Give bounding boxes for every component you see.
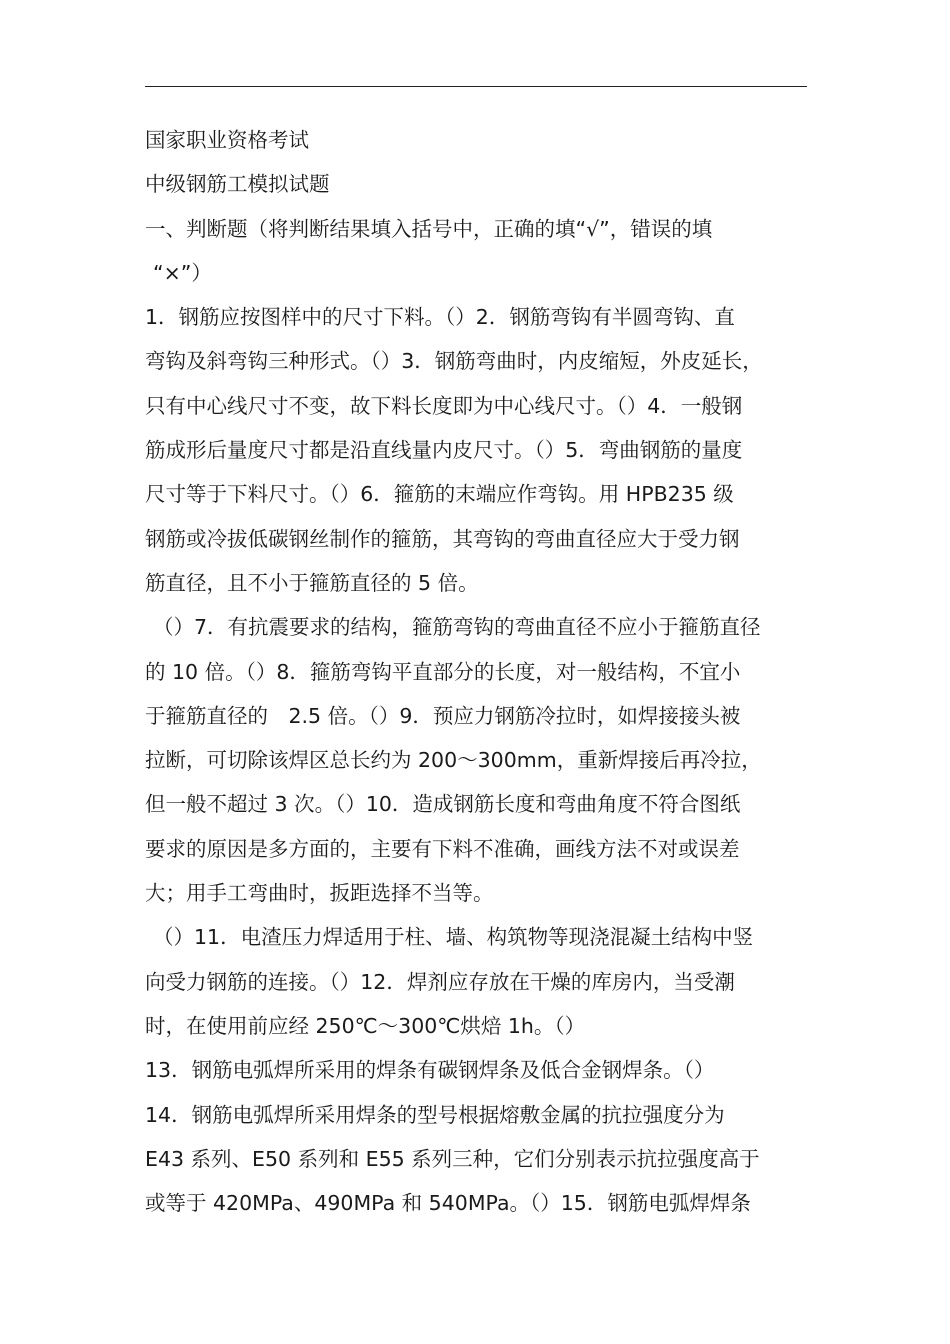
text-line: （）7．有抗震要求的结构，箍筋弯钩的弯曲直径不应小于箍筋直径 bbox=[153, 615, 761, 640]
text-line: 或等于 420MPa、490MPa 和 540MPa。（）15．钢筋电弧焊焊条 bbox=[145, 1191, 751, 1216]
text-line: 但一般不超过 3 次。（）10．造成钢筋长度和弯曲角度不符合图纸 bbox=[145, 792, 741, 817]
text-line: 向受力钢筋的连接。（）12．焊剂应存放在干燥的库房内，当受潮 bbox=[145, 969, 735, 994]
document-body bbox=[145, 118, 807, 1225]
text-line: 尺寸等于下料尺寸。（）6．箍筋的末端应作弯钩。用 HPB235 级 bbox=[145, 482, 734, 507]
text-line: 大；用手工弯曲时，扳距选择不当等。 bbox=[145, 881, 494, 906]
text-line: 于箍筋直径的 2.5 倍。（）9．预应力钢筋冷拉时，如焊接接头被 bbox=[145, 703, 741, 728]
text-line: 13．钢筋电弧焊所采用的焊条有碳钢焊条及低合金钢焊条。（） bbox=[145, 1058, 715, 1083]
text-line: （）11．电渣压力焊适用于柱、墙、构筑物等现浇混凝土结构中竖 bbox=[153, 925, 754, 950]
text-line: 只有中心线尺寸不变，故下料长度即为中心线尺寸。（）4．一般钢 bbox=[145, 393, 743, 418]
header-rule bbox=[145, 86, 807, 87]
text-line: 要求的原因是多方面的，主要有下料不准确，画线方法不对或误差 bbox=[145, 836, 740, 861]
section-heading-cont: “×”） bbox=[153, 260, 212, 285]
text-line: 弯钩及斜弯钩三种形式。（）3．钢筋弯曲时，内皮缩短，外皮延长， bbox=[145, 349, 763, 374]
text-line: 钢筋或冷拔低碳钢丝制作的箍筋，其弯钩的弯曲直径应大于受力钢 bbox=[145, 526, 740, 551]
text-line: 筋直径，且不小于箍筋直径的 5 倍。 bbox=[145, 570, 479, 595]
text-line: E43 系列、E50 系列和 E55 系列三种，它们分别表示抗拉强度高于 bbox=[145, 1146, 760, 1171]
text-line: 14．钢筋电弧焊所采用焊条的型号根据熔敷金属的抗拉强度分为 bbox=[145, 1102, 725, 1127]
paper-title: 中级钢筋工模拟试题 bbox=[145, 172, 330, 197]
exam-name: 国家职业资格考试 bbox=[145, 128, 309, 152]
text-line: 时，在使用前应经 250℃～300℃烘焙 1h。（） bbox=[145, 1013, 586, 1038]
text-line: 筋成形后量度尺寸都是沿直线量内皮尺寸。（）5．弯曲钢筋的量度 bbox=[145, 438, 743, 463]
section-heading: 一、判断题（将判断结果填入括号中，正确的填“√”，错误的填 bbox=[145, 216, 713, 241]
text-line: 1．钢筋应按图样中的尺寸下料。（）2．钢筋弯钩有半圆弯钩、直 bbox=[145, 305, 735, 330]
text-line: 的 10 倍。（）8．箍筋弯钩平直部分的长度，对一般结构，不宜小 bbox=[145, 659, 741, 684]
text-line: 拉断，可切除该焊区总长约为 200～300mm，重新焊接后再冷拉， bbox=[145, 748, 762, 773]
